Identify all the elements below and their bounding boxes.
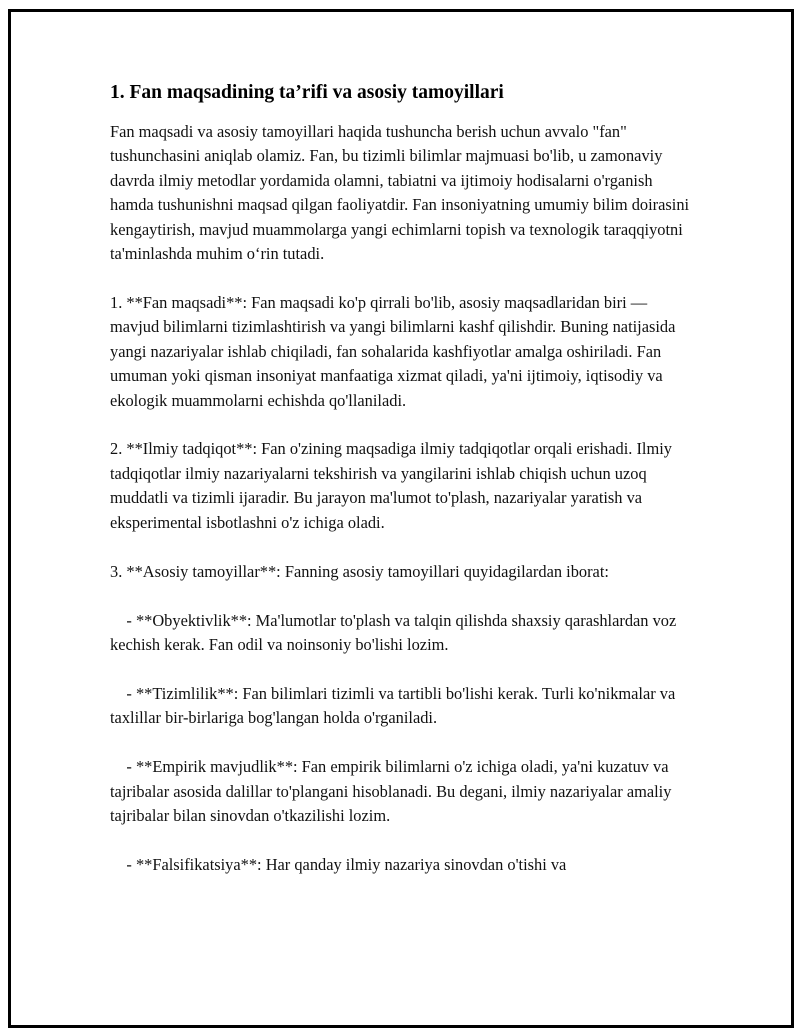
list-item-obyektivlik: - **Obyektivlik**: Ma'lumotlar to'plash va talqin qilishda shaxsiy qarashlardan voz kechish kerak. Fan odil va noinsoniy bo'lishi lozim. [110, 610, 677, 654]
paragraph-fan-maqsadi: 1. **Fan maqsadi**: Fan maqsadi ko'p qirrali bo'lib, asosiy maqsadlaridan biri — mavjud bilimlarni tizimlashtirish va yangi bilimlarni kashf qilishdir. Buning natijasida yangi nazariyalar ishlab chiqiladi, fan sohalarida kashfiyotlar amalga oshiriladi. Fan umuman yoki qisman insoniyat manfaatiga xizmat qiladi, ya'ni ijtimoiy, iqtisodiy va ekologik muammolarni echishda qo'llaniladi. [110, 292, 676, 410]
list-item-empirik-mavjudlik: - **Empirik mavjudlik**: Fan empirik bilimlarni o'z ichiga oladi, ya'ni kuzatuv va tajribalar asosida dalillar to'plangani hisoblanadi. Bu degani, ilmiy nazariyalar amaliy tajribalar bilan sinovdan o'tkazilishi lozim. [110, 757, 672, 825]
list-item-falsifikatsiya: - **Falsifikatsiya**: Har qanday ilmiy nazariya sinovdan o'tishi va [110, 854, 567, 874]
list-item-tizimlilik: - **Tizimlilik**: Fan bilimlari tizimli va tartibli bo'lishi kerak. Turli ko'nikmalar va taxlillar bir-birlariga bog'langan holda o'rganiladi. [110, 683, 676, 728]
intro-paragraph: Fan maqsadi va asosiy tamoyillari haqida tushuncha berish uchun avvalo "fan" tushunchasini aniqlab olamiz. Fan, bu tizimli bilimlar majmuasi bo'lib, u zamonaviy davrda ilmiy metodlar yordamida olamni, tabiatni va ijtimoiy hodisalarni o'rganish hamda tushunishni maqsad qilgan faoliyatdir. Fan insoniyatning umumiy bilim doirasini kengaytirish, mavjud muammolarga yangi echimlarni topish va texnologik taraqqiyotni ta'minlashda muhim o‘rin tutadi. [110, 122, 690, 264]
section-heading: 1. Fan maqsadining ta’rifi va asosiy tamoyillari [110, 82, 504, 103]
paragraph-ilmiy-tadqiqot: 2. **Ilmiy tadqiqot**: Fan o'zining maqsadiga ilmiy tadqiqotlar orqali erishadi. Ilmiy tadqiqotlar ilmiy nazariyalarni tekshirish va yangilarini ishlab chiqish uchun uzoq muddatli va tizimli ijaradir. Bu jarayon ma'lumot to'plash, nazariyalar yaratish va eksperimental isbotlashni o'z ichiga oladi. [110, 439, 672, 532]
document-body [110, 80, 690, 902]
paragraph-asosiy-tamoyillar: 3. **Asosiy tamoyillar**: Fanning asosiy tamoyillari quyidagilardan iborat: [110, 561, 609, 581]
